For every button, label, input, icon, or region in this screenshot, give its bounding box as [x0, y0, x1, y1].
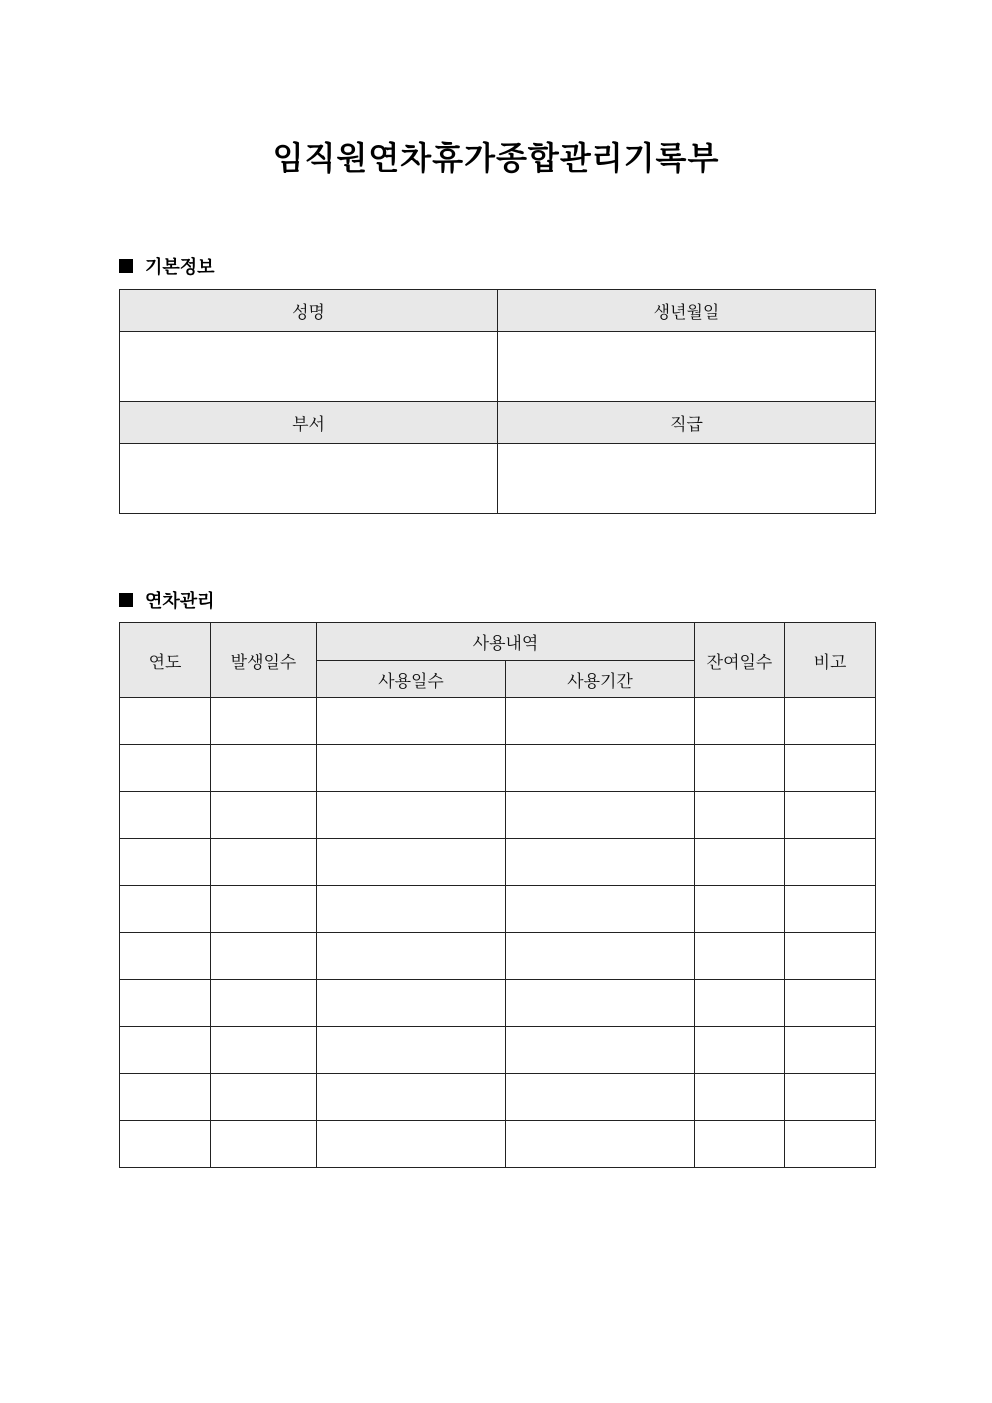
table-row — [120, 933, 876, 980]
days-remaining-cell[interactable] — [695, 1027, 785, 1074]
table-row — [120, 1027, 876, 1074]
table-row — [120, 698, 876, 745]
position-label: 직급 — [498, 402, 876, 444]
remarks-cell[interactable] — [785, 792, 876, 839]
department-label: 부서 — [120, 402, 498, 444]
remarks-cell[interactable] — [785, 980, 876, 1027]
days-earned-cell[interactable] — [211, 886, 317, 933]
year-cell[interactable] — [120, 792, 211, 839]
remarks-cell[interactable] — [785, 745, 876, 792]
birthdate-label: 생년월일 — [498, 290, 876, 332]
basic-info-heading — [119, 253, 215, 279]
col-usage-group-header: 사용내역 — [317, 623, 695, 661]
table-row — [120, 1121, 876, 1168]
usage-period-cell[interactable] — [506, 980, 695, 1027]
days-remaining-cell[interactable] — [695, 886, 785, 933]
table-row — [120, 1074, 876, 1121]
days-earned-cell[interactable] — [211, 792, 317, 839]
days-remaining-cell[interactable] — [695, 933, 785, 980]
days-used-cell[interactable] — [317, 839, 506, 886]
year-cell[interactable] — [120, 745, 211, 792]
table-row — [120, 980, 876, 1027]
col-days-used-header: 사용일수 — [317, 661, 506, 698]
usage-period-cell[interactable] — [506, 792, 695, 839]
remarks-cell[interactable] — [785, 698, 876, 745]
square-bullet-icon — [119, 593, 133, 607]
year-cell[interactable] — [120, 933, 211, 980]
days-earned-cell[interactable] — [211, 745, 317, 792]
name-label: 성명 — [120, 290, 498, 332]
position-field[interactable] — [498, 444, 876, 514]
table-row — [120, 745, 876, 792]
days-used-cell[interactable] — [317, 745, 506, 792]
days-used-cell[interactable] — [317, 698, 506, 745]
annual-leave-heading — [119, 587, 215, 613]
table-row — [120, 839, 876, 886]
year-cell[interactable] — [120, 1074, 211, 1121]
department-field[interactable] — [120, 444, 498, 514]
year-cell[interactable] — [120, 980, 211, 1027]
table-row — [120, 792, 876, 839]
days-remaining-cell[interactable] — [695, 980, 785, 1027]
year-cell[interactable] — [120, 698, 211, 745]
days-remaining-cell[interactable] — [695, 1074, 785, 1121]
year-cell[interactable] — [120, 886, 211, 933]
usage-period-cell[interactable] — [506, 933, 695, 980]
usage-period-cell[interactable] — [506, 1074, 695, 1121]
remarks-cell[interactable] — [785, 839, 876, 886]
basic-info-heading-label: 기본정보 — [145, 257, 215, 278]
days-earned-cell[interactable] — [211, 839, 317, 886]
days-used-cell[interactable] — [317, 980, 506, 1027]
remarks-cell[interactable] — [785, 886, 876, 933]
days-earned-cell[interactable] — [211, 1074, 317, 1121]
birthdate-field[interactable] — [498, 332, 876, 402]
days-earned-cell[interactable] — [211, 980, 317, 1027]
usage-period-cell[interactable] — [506, 839, 695, 886]
usage-period-cell[interactable] — [506, 1121, 695, 1168]
usage-period-cell[interactable] — [506, 745, 695, 792]
col-usage-period-header: 사용기간 — [506, 661, 695, 698]
remarks-cell[interactable] — [785, 933, 876, 980]
days-used-cell[interactable] — [317, 1121, 506, 1168]
usage-period-cell[interactable] — [506, 1027, 695, 1074]
days-remaining-cell[interactable] — [695, 698, 785, 745]
year-cell[interactable] — [120, 1121, 211, 1168]
annual-leave-heading-label: 연차관리 — [145, 591, 215, 612]
table-row — [120, 886, 876, 933]
usage-period-cell[interactable] — [506, 698, 695, 745]
name-field[interactable] — [120, 332, 498, 402]
days-earned-cell[interactable] — [211, 1121, 317, 1168]
days-earned-cell[interactable] — [211, 1027, 317, 1074]
col-days-earned-header: 발생일수 — [211, 623, 317, 698]
days-remaining-cell[interactable] — [695, 792, 785, 839]
annual-leave-rows — [120, 698, 876, 1168]
remarks-cell[interactable] — [785, 1074, 876, 1121]
year-cell[interactable] — [120, 839, 211, 886]
basic-info-table — [119, 289, 876, 514]
days-used-cell[interactable] — [317, 792, 506, 839]
days-remaining-cell[interactable] — [695, 1121, 785, 1168]
days-remaining-cell[interactable] — [695, 745, 785, 792]
days-remaining-cell[interactable] — [695, 839, 785, 886]
remarks-cell[interactable] — [785, 1027, 876, 1074]
col-days-remaining-header: 잔여일수 — [695, 623, 785, 698]
usage-period-cell[interactable] — [506, 886, 695, 933]
year-cell[interactable] — [120, 1027, 211, 1074]
col-remarks-header: 비고 — [785, 623, 876, 698]
days-used-cell[interactable] — [317, 933, 506, 980]
days-used-cell[interactable] — [317, 1027, 506, 1074]
remarks-cell[interactable] — [785, 1121, 876, 1168]
days-used-cell[interactable] — [317, 1074, 506, 1121]
square-bullet-icon — [119, 259, 133, 273]
annual-leave-table — [119, 622, 876, 1168]
days-earned-cell[interactable] — [211, 698, 317, 745]
days-used-cell[interactable] — [317, 886, 506, 933]
days-earned-cell[interactable] — [211, 933, 317, 980]
document-title: 임직원연차휴가종합관리기록부 — [272, 139, 720, 177]
col-year-header: 연도 — [120, 623, 211, 698]
